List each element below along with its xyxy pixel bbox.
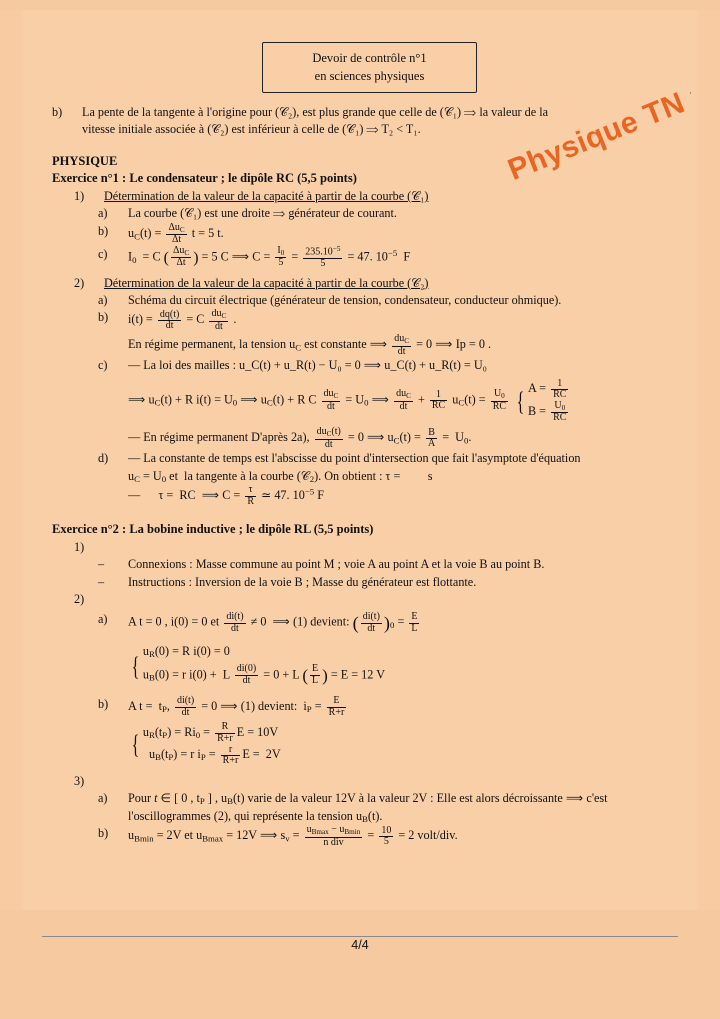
ex1-item-1b-label: b) (98, 223, 109, 238)
page-top-margin (0, 0, 720, 10)
ex1-item-2d-line-2: $u_C = U_0$ et la tangente à la courbe (𝒞$_2$). On obtient : τ = s (128, 468, 433, 484)
document-title-box (262, 42, 477, 93)
ex1-item-2a-label: a) (98, 293, 108, 307)
ex1-item-2 (74, 275, 677, 292)
ex1-item-2b-line-1: i(t) = $\frac{dq(t)}{dt}$ = C $\frac{du_C}{dt}$ . (128, 308, 237, 332)
ex1-item-2-text: Détermination de la valeur de la capacité à partir de la courbe (𝒞₂) (104, 275, 429, 290)
ex2-2a-system-row-2: $u_B(0) = r$ i(0) + L $\frac{di(0)}{dt}$ = 0 + L ( $\frac{E}{L}$ ) = E = 12 V (142, 663, 385, 686)
watermark-text: Physique TN (503, 86, 690, 187)
exercise-2-title: Exercice n°2 : La bobine inductive ; le dipôle RL (5,5 points) (52, 522, 374, 537)
document-body (52, 104, 677, 848)
ex2-item-3b (98, 825, 677, 848)
exercise-1-title: Exercice n°1 : Le condensateur ; le dipôle RC (5,5 points) (52, 171, 357, 186)
ex1-item-2d (98, 450, 677, 507)
ex1-item-2-label: 2) (74, 275, 85, 290)
ex1-item-1c-label: c) (98, 246, 108, 261)
ex2-item-3a-line-1: Pour t ∈ [ 0 , $t_P$ ] , $u_B(t)$ varie de la valeur 12V à la valeur 2V : Elle est alors décroissante ⟹ c'est (128, 790, 608, 807)
title-line-2: en sciences physiques (314, 69, 425, 84)
ex2-2a-system-row-1: $u_R(0) = R$ i(0) = 0 (142, 644, 230, 660)
page-bottom-margin (0, 910, 720, 1019)
ex1-item-2b-line-2: En régime permanent, la tension $u_C$ est constante ⟹ $\frac{du_C}{dt}$ = 0 ⟹ Ip = 0 . (128, 333, 492, 357)
ex2-item-3-label: 3) (74, 773, 85, 788)
ex2-bullet-2-dash: – (98, 574, 105, 589)
ex2-item-2a-line-1: A t = 0 , i(0) = 0 et $\frac{di(t)}{dt}$ ≠ 0 ⟹ (1) devient: ( $\frac{di(t)}{dt}$ )$_0$ = $\frac{E}{L}$ (128, 611, 418, 634)
ex2-item-2b-label: b) (98, 697, 109, 712)
ex1-item-2d-label: d) (98, 451, 109, 466)
ex2-bullet-2 (98, 574, 677, 591)
ex1-item-2d-line-1: — La constante de temps est l'abscisse du point d'intersection que fait l'asymptote d'équation (128, 451, 581, 466)
ex2-item-2b-system: { $u_R(t_P) = Ri_0$ = $\frac{R}{R+r}$ E = 10V $u_B(t_P) = r$ $i_P$ = $\frac{r}{R+r}$ E = 2V (131, 721, 281, 767)
ex1-item-2c (98, 357, 677, 450)
ex1-2c-system-row-2: B = $\frac{U_0}{RC}$ (527, 399, 567, 423)
ex1-item-2a (98, 292, 677, 309)
ex1-item-2c-label: c) (98, 358, 108, 373)
intro-line-2: vitesse initiale associée à (𝒞₂) est inférieur à celle de (𝒞₁) ⟹ T₂ < T₁. (82, 122, 421, 137)
ex2-bullet-1-text: Connexions : Masse commune au point M ; voie A au point A et la voie B au point B. (128, 557, 545, 572)
footer-divider (42, 936, 678, 937)
ex2-item-3 (74, 773, 677, 790)
ex1-2c-system-row-1: A = $\frac{1}{RC}$ (527, 377, 567, 401)
ex2-item-1-label: 1) (74, 540, 85, 555)
intro-line-1: La pente de la tangente à l'origine pour (𝒞₂), est plus grande que celle de (𝒞₁) ⟹ la valeur de la (82, 105, 549, 119)
ex2-bullet-1 (98, 556, 677, 573)
ex1-item-1b-text: $u_C(t)$ = $\frac{\Delta u_C}{\Delta t}$ t = 5 t. (128, 221, 224, 246)
ex1-2c-system: { A = $\frac{1}{RC}$ B = $\frac{U_0}{RC}$ (513, 378, 570, 423)
ex2-item-2b-line-1: A $t = t_P$, $\frac{di(t)}{dt}$ = 0 ⟹ (1) devient: $i_P$ = $\frac{E}{R+r}$ (128, 695, 345, 718)
ex2-item-3a-line-2: l'oscillogrammes (2), qui représente la tension $u_B(t)$. (128, 808, 383, 824)
ex2-bullet-2-text: Instructions : Inversion de la voie B ; Masse du générateur est flottante. (128, 574, 477, 589)
ex2-item-2a-system: { $u_R(0) = R$ i(0) = 0 $u_B(0) = r$ i(0) + L $\frac{di(0)}{dt}$ = 0 + L ( $\frac{E}{L}$ ) = E = 12 V (128, 641, 677, 690)
ex2-2b-system-row-1: $u_R(t_P) = Ri_0$ = $\frac{R}{R+r}$ E = 10V (142, 721, 279, 744)
title-line-1: Devoir de contrôle n°1 (312, 51, 427, 65)
ex2-item-3a (98, 790, 677, 825)
ex1-item-1a-text: La courbe (𝒞₁) est une droite ⟹ générateur de courant. (128, 206, 397, 221)
ex2-item-2 (74, 591, 677, 608)
ex2-item-2a (98, 611, 677, 690)
page-number: 4/4 (351, 938, 369, 952)
ex1-item-2b (98, 309, 677, 357)
ex1-item-2b-label: b) (98, 310, 109, 325)
ex2-item-2b (98, 696, 677, 766)
ex2-item-3b-line-1: $u_{Bmin} = 2V$ et $u_{Bmax} = 12V$ ⟹ $s_v$ = $\frac{u_{Bmax} - u_{Bmin}}{\text{n div}}$ = $\frac{10}{5}$ = 2 volt/div. (128, 824, 458, 848)
ex1-item-1a-label: a) (98, 206, 108, 221)
ex2-item-2a-label: a) (98, 612, 108, 627)
ex1-item-1-label: 1) (74, 189, 85, 204)
ex1-item-1-text: Détermination de la valeur de la capacité à partir de la courbe (𝒞₁) (104, 189, 429, 204)
ex2-item-1 (74, 539, 677, 556)
ex1-item-1a (98, 205, 677, 222)
ex1-item-1c-text: $I_0 = C$ ( $\frac{\Delta u_C}{\Delta t}$ ) = 5 C ⟹ C = $\frac{I_0}{5}$ = $\frac{235.10^{-5}}{5}$ = 47. $10^{-5}$ F (128, 244, 411, 269)
ex1-item-2c-line-3: — En régime permanent D'après 2a), $\frac{du_C(t)}{dt}$ = 0 ⟹ $u_C(t)$ = $\frac{B}{A}$ = $U_0$. (128, 426, 472, 450)
intro-item-b (52, 104, 677, 139)
page-mark: · (689, 88, 692, 98)
intro-label-b: b) (52, 105, 63, 119)
ex2-item-2-label: 2) (74, 592, 85, 607)
ex1-item-2c-line-1: — La loi des mailles : u_C(t) + u_R(t) − U₀ = 0 ⟹ u_C(t) + u_R(t) = U₀ (128, 358, 487, 373)
section-physique-heading: PHYSIQUE (52, 153, 118, 168)
ex2-item-3b-label: b) (98, 826, 109, 841)
ex1-item-2d-line-3: — τ = RC ⟹ C = $\frac{\tau}{R}$ ≃ 47. $10^{-5}$ F (128, 484, 324, 507)
ex1-item-1b (98, 223, 677, 246)
ex1-item-1c (98, 246, 677, 270)
ex2-item-3a-label: a) (98, 790, 108, 805)
ex1-item-2c-line-2: ⟹ $u_C(t) + R$ $i(t) = U_0$ ⟹ $u_C(t) + R$ C $\frac{du_C}{dt}$ = $U_0$ ⟹ $\frac{du_C}{dt}$ + $\frac{1}{RC}$ $u_C(t)$ = $\frac{U_0}{RC}$ { A = $\frac{1}{RC}$ B = $\frac{U_0}{RC}$ (128, 378, 677, 423)
ex2-bullet-1-dash: – (98, 557, 105, 572)
ex1-item-2a-text: Schéma du circuit électrique (générateur de tension, condensateur, conducteur ohmique). (128, 293, 562, 307)
ex2-2b-system-row-2: $u_B(t_P) = r$ $i_P$ = $\frac{r}{R+r}$ E = 2V (142, 743, 281, 767)
ex1-item-1 (74, 188, 677, 205)
